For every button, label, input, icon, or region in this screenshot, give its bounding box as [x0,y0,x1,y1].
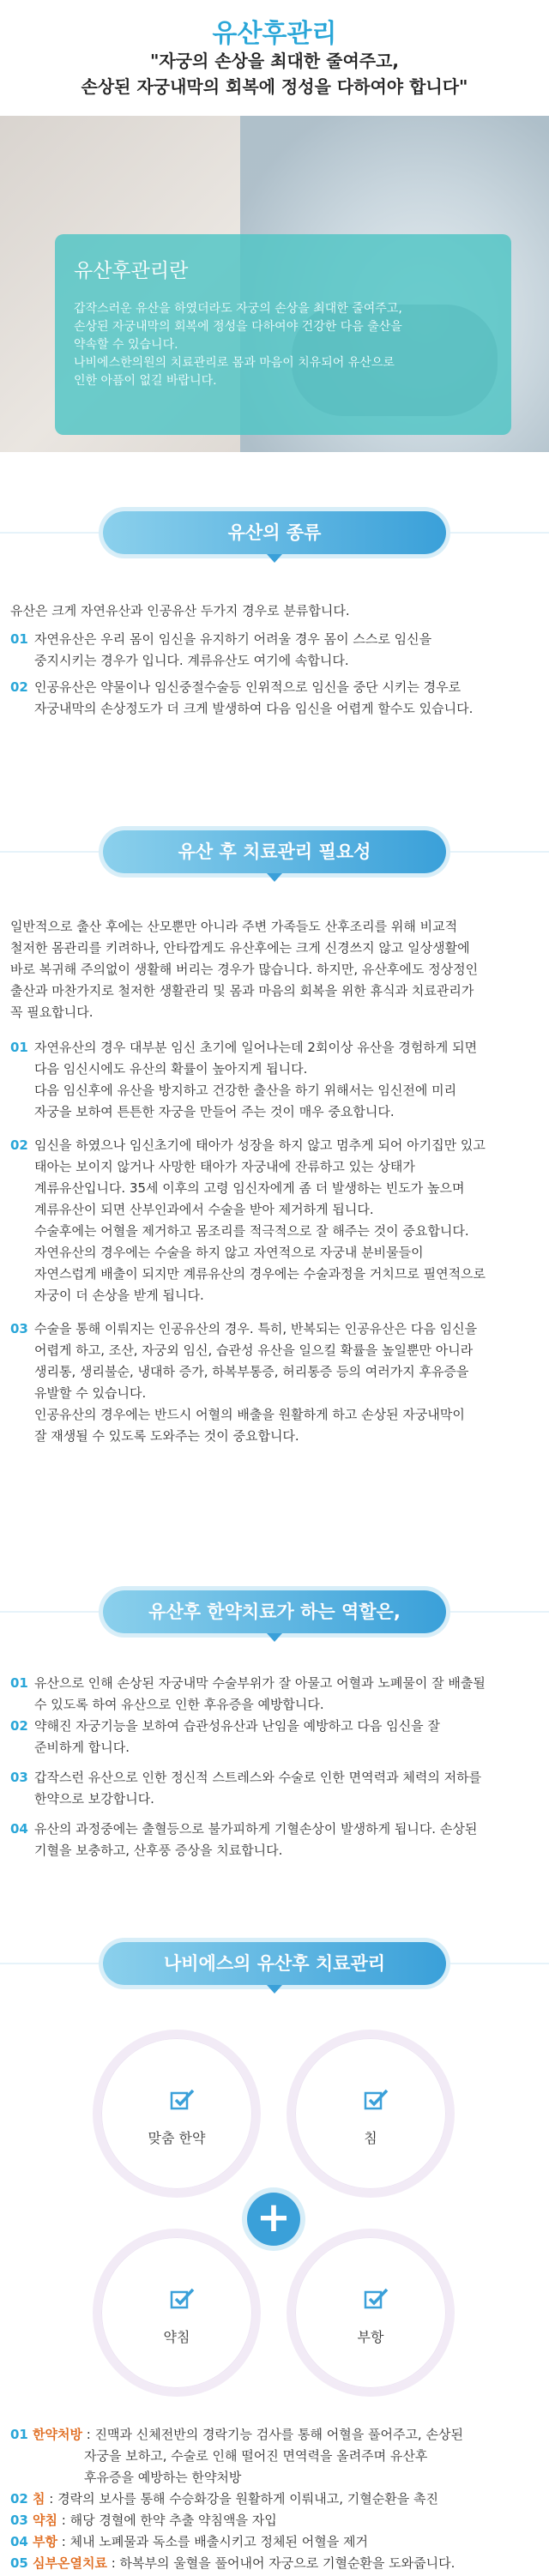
hero-image [0,116,549,452]
section-banner-types [0,504,549,561]
item-label: 한약처방 [33,2427,82,2442]
item-line: 자연유산은 우리 몸이 임신을 유지하기 어려울 경우 몸이 스스로 임신을 [34,631,432,647]
treatment-circle [287,2229,455,2397]
page-subtitle [0,48,549,100]
item-number: 02 [10,1137,28,1153]
item-label: 부항 [33,2534,57,2549]
list-item: 02 임신을 하였으나 임신초기에 태아가 성장을 하지 않고 멈추게 되어 아기집만 있고 태아는 보이지 않거나 사망한 태아가 자궁내에 잔류하고 있는 상태가 계류유산입니다. 35세 이후의 고령 임신자에게 좀 더 발생하는 빈도가 높으며 계류유산이 되면 산부인과에서 수술을 받아 제거하게 됩니다. 수술후에는 어혈을 제거하고 몸조리를 적극적으로 잘 해주는 것이 중요합니다. 자연유산의 경우에는 수술을 하지 않고 자연적으로 자궁내 분비물들이 자연스럽게 배출이 되지만 계류유산의 경우에는 수술과정을 거치므로 필연적으로 자궁이 더 손상을 받게 됩니다. [10,1135,539,1306]
hero-textbox [55,234,511,435]
list-item: 05 심부온열치료 : 하복부의 울혈을 풀어내어 자궁으로 기혈순환을 도와줍니다. [10,2555,455,2571]
section-types [10,600,539,720]
treatment-label: 약침 [163,2329,190,2345]
treatment-label: 맞춤 한약 [148,2130,206,2146]
item-line: 인공유산은 약물이나 임신중절수술등 인위적으로 임신을 중단 시키는 경우로 [34,679,462,695]
check-icon [170,2287,196,2309]
section-role [10,1673,539,1861]
treatment-diagram [0,2026,549,2412]
item-number: 02 [10,679,28,695]
subtitle-line: 손상된 자궁내막의 회복에 정성을 다하여야 합니다" [81,76,468,97]
list-item: 02 약해진 자궁기능을 보하여 습관성유산과 난임을 예방하고 다음 임신을 잘 준비하게 합니다. [10,1718,440,1755]
hero-heading: 유산후관리란 [74,260,189,282]
item-label: 심부온열치료 [33,2555,107,2571]
check-icon [364,2287,389,2309]
section-necessity [10,916,539,1447]
section-banner-role [0,1584,549,1640]
item-label: 침 [33,2491,45,2507]
treatment-label: 침 [364,2130,377,2146]
list-item: 01 자연유산의 경우 대부분 임신 초기에 일어나는데 2회이상 유산을 경험하게 되면 다음 임신시에도 유산의 확률이 높아지게 됩니다. 다음 임신후에 유산을 방지하고 건강한 출산을 하기 위해서는 임신전에 미리 자궁을 보하여 튼튼한 자궁을 만들어 주는 것이 매우 중요합니다. [10,1037,539,1123]
banner-arrow [267,1985,282,1994]
page-title: 유산후관리 [212,19,337,49]
item-line: 중지시키는 경우가 입니다. 계류유산도 여기에 속합니다. [34,653,349,668]
list-item [10,677,539,720]
list-item [10,629,539,672]
item-number: 01 [10,631,28,647]
banner-title: 유산의 종류 [103,511,446,554]
treatment-label: 부항 [357,2329,384,2345]
hero-line: 갑작스러운 유산을 하였더라도 자궁의 손상을 최대한 줄여주고, [74,302,402,316]
list-item: 01 유산으로 인해 손상된 자궁내막 수술부위가 잘 아물고 어혈과 노폐물이 잘 배출될 수 있도록 하여 유산으로 인한 후유증을 예방합니다. [10,1675,486,1712]
list-item: 01 한약처방 : 진맥과 신체전반의 경락기능 검사를 통해 어혈을 풀어주고, 손상된 자궁을 보하고, 수술로 인해 떨어진 면역력을 올려주며 유산후 후유증을 예방하는 한약처방 [10,2427,463,2485]
banner-title: 유산후 한약치료가 하는 역할은, [103,1590,446,1633]
check-icon [170,2088,196,2110]
list-item: 03 약침 : 해당 경혈에 한약 추출 약침액을 자입 [10,2513,277,2528]
hero-line: 나비에스한의원의 치료관리로 몸과 마음이 치유되어 유산으로 [74,356,395,370]
banner-arrow [267,873,282,882]
plus-icon: + [247,2193,300,2246]
section-intro: 일반적으로 출산 후에는 산모뿐만 아니라 주변 가족들도 산후조리를 위해 비교적 철저한 몸관리를 키려하나, 안타깝게도 유산후에는 크게 신경쓰지 않고 일상생활에 바로 복귀해 주의없이 생활해 버리는 경우가 많습니다. 하지만, 유산후에도 정상정인 출산과 마찬가지로 철저한 생활관리 및 몸과 마음의 회복을 위한 휴식과 치료관리가 꼭 필요합니다. [10,919,479,1020]
list-item: 04 부항 : 체내 노폐물과 독소를 배출시키고 정체된 어혈을 제거 [10,2534,368,2549]
item-number: 03 [10,1321,28,1336]
hero-line: 인한 아픔이 없길 바랍니다. [74,374,217,388]
section-banner-treatment [0,1935,549,1992]
item-number: 01 [10,1040,28,1055]
treatment-circle [93,2030,261,2198]
banner-arrow [267,554,282,563]
check-icon [364,2088,389,2110]
list-item: 03 갑작스런 유산으로 인한 정신적 스트레스와 수술로 인한 면역력과 체력의 저하를 한약으로 보강합니다. [10,1770,482,1807]
banner-arrow [267,1633,282,1642]
section-intro: 유산은 크게 자연유산과 인공유산 두가지 경우로 분류합니다. [10,603,350,618]
treatment-circle [287,2030,455,2198]
section-treatment-list [10,2424,539,2574]
hero-line: 손상된 자궁내막의 회복에 정성을 다하여야 건강한 다음 출산을 [74,320,402,334]
list-item: 03 수술을 통해 이뤄지는 인공유산의 경우. 특히, 반복되는 인공유산은 다음 임신을 어렵게 하고, 조산, 자궁외 임신, 습관성 유산을 일으킬 확률을 높일뿐만 아니라 생리통, 생리불순, 냉대하 증가, 하복부통증, 허리통증 등의 여러가지 후유증을 유발할 수 있습니다. 인공유산의 경우에는 반드시 어혈의 배출을 원활하게 하고 손상된 자궁내막이 잘 재생될 수 있도록 도와주는 것이 중요합니다. [10,1318,539,1447]
item-label: 약침 [33,2513,57,2528]
hero-line: 약속할 수 있습니다. [74,338,178,352]
list-item: 02 침 : 경락의 보사를 통해 수승화강을 원활하게 이뤄내고, 기혈순환을 촉진 [10,2491,438,2507]
banner-title: 유산 후 치료관리 필요성 [103,830,446,873]
treatment-circle [93,2229,261,2397]
item-line: 자궁내막의 손상정도가 더 크게 발생하여 다음 임신을 어렵게 할수도 있습니다. [34,701,474,716]
list-item: 04 유산의 과정중에는 출혈등으로 불가피하게 기혈손상이 발생하게 됩니다. 손상된 기혈을 보충하고, 산후풍 증상을 치료합니다. [10,1821,478,1858]
subtitle-line: "자궁의 손상을 최대한 줄여주고, [149,51,400,71]
banner-title: 나비에스의 유산후 치료관리 [103,1942,446,1985]
section-banner-necessity [0,823,549,880]
